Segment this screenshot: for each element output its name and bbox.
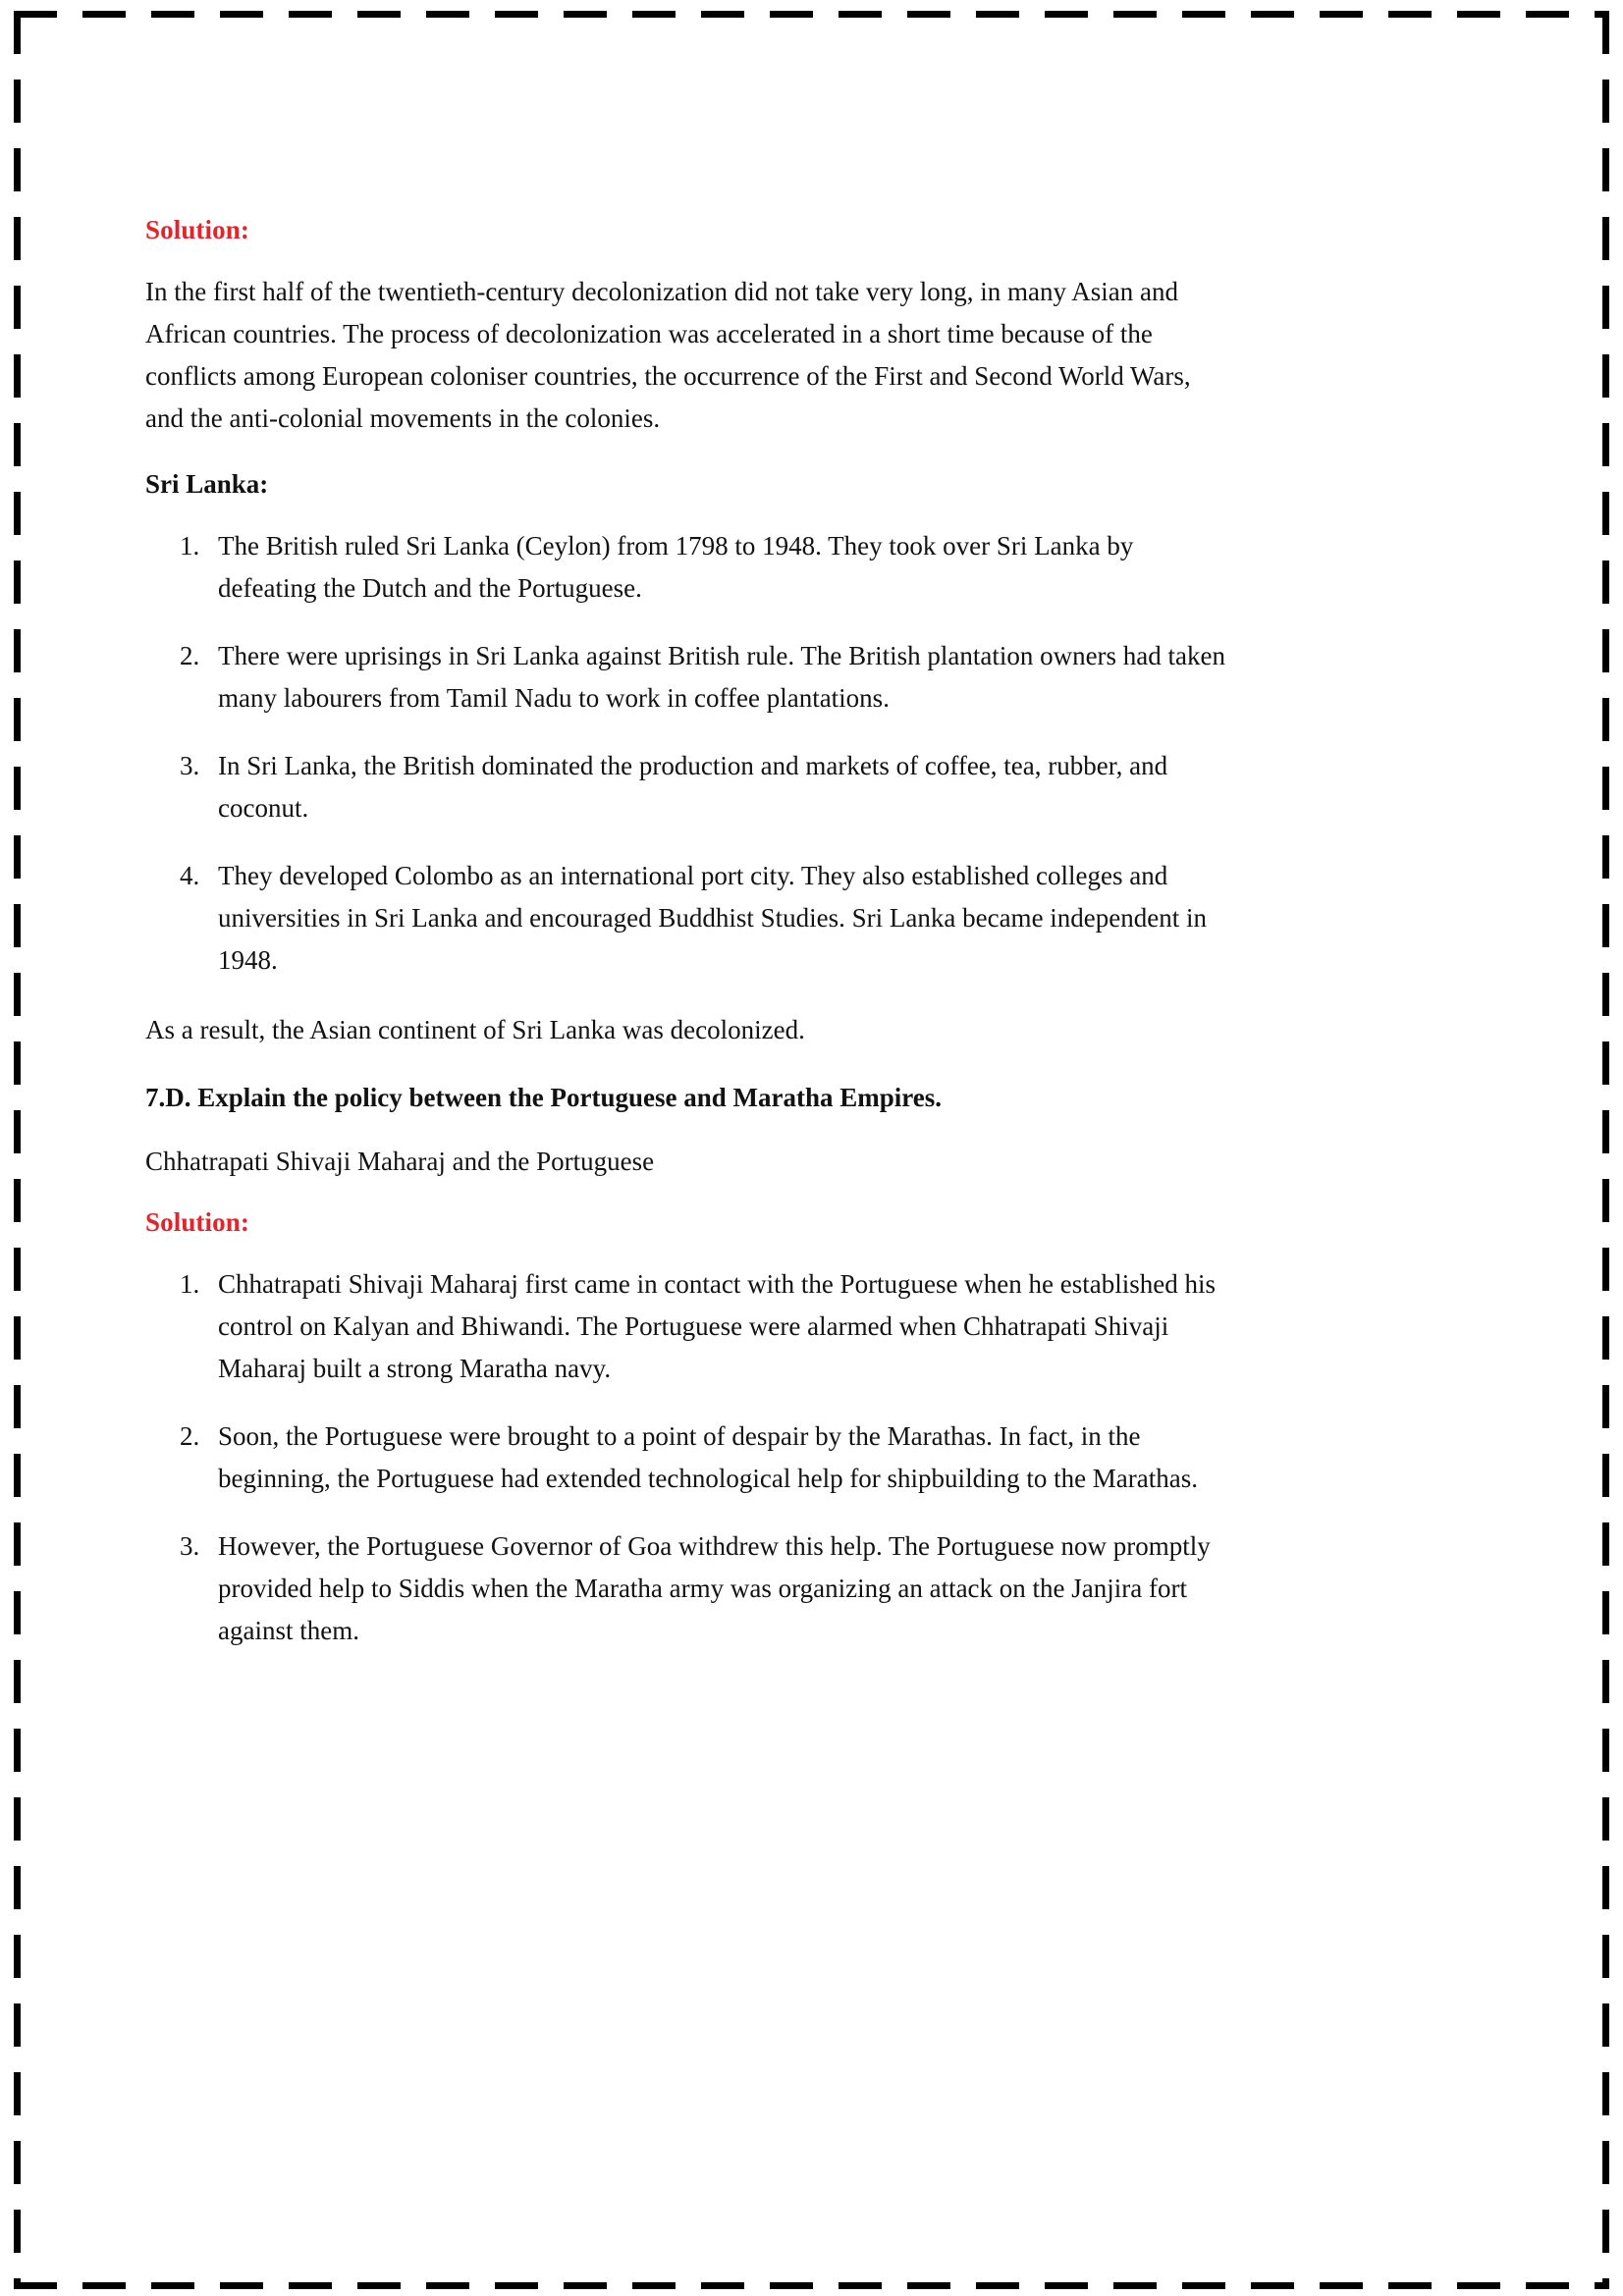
list-item: 2. Soon, the Portuguese were brought to a point of despair by the Marathas. In fact, in the beginning, the Portuguese had extended technological help for shipbuilding to the Marathas.: [206, 1415, 1235, 1500]
solution-heading-second: Solution:: [145, 1206, 249, 1237]
page-border-top: [14, 11, 1609, 18]
page-border-right: [1602, 11, 1609, 2289]
list-item: 3. In Sri Lanka, the British dominated the production and markets of coffee, tea, rubber, and coconut.: [206, 745, 1235, 829]
maratha-portuguese-list: [145, 1263, 1235, 1652]
sri-lanka-list: [145, 525, 1235, 982]
list-item: 3. However, the Portuguese Governor of Goa withdrew this help. The Portuguese now promptly provided help to Siddis when the Maratha army was organizing an attack on the Janjira fort against them.: [206, 1525, 1235, 1652]
intro-paragraph: In the first half of the twentieth-century decolonization did not take very long, in many Asian and African countries. The process of decolonization was accelerated in a short time because of the conflicts among European coloniser countries, the occurrence of the First and Second World Wars, and the anti-colonial movements in the colonies.: [145, 276, 1191, 433]
list-item: 4. They developed Colombo as an international port city. They also established colleges and universities in Sri Lanka and encouraged Buddhist Studies. Sri Lanka became independent in 1948.: [206, 855, 1235, 982]
sri-lanka-subheading: Sri Lanka:: [145, 468, 269, 499]
solution-heading-first: Solution:: [145, 215, 249, 244]
topic-line: Chhatrapati Shivaji Maharaj and the Portuguese: [145, 1146, 655, 1176]
page-border-left: [14, 11, 21, 2289]
closing-paragraph: As a result, the Asian continent of Sri Lanka was decolonized.: [145, 1014, 805, 1044]
question-heading-7d: 7.D. Explain the policy between the Portuguese and Maratha Empires.: [145, 1082, 942, 1112]
list-item: 1. The British ruled Sri Lanka (Ceylon) from 1798 to 1948. They took over Sri Lanka by defeating the Dutch and the Portuguese.: [206, 525, 1235, 610]
page-border-bottom: [14, 2282, 1609, 2289]
list-item: 1. Chhatrapati Shivaji Maharaj first came in contact with the Portuguese when he established his control on Kalyan and Bhiwandi. The Portuguese were alarmed when Chhatrapati Shivaji Maharaj built a strong Maratha navy.: [206, 1263, 1235, 1390]
list-item: 2. There were uprisings in Sri Lanka against British rule. The British plantation owners had taken many labourers from Tamil Nadu to work in coffee plantations.: [206, 635, 1235, 720]
document-content: [145, 214, 1235, 1674]
